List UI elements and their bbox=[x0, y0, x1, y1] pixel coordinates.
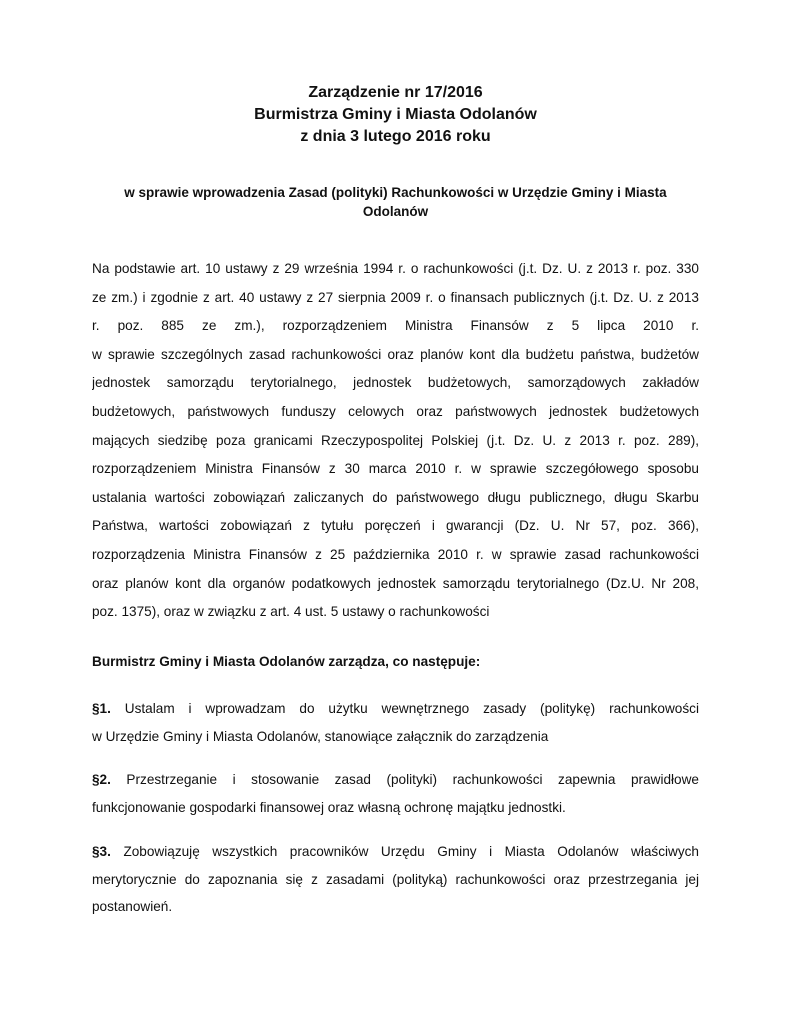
paragraph-line: jednostek samorządu terytorialnego, jednostek budżetowych, samorządowych zakładów bbox=[92, 375, 699, 391]
decree-statement: Burmistrz Gminy i Miasta Odolanów zarządza, co następuje: bbox=[92, 654, 481, 669]
section-text: Przestrzeganie i stosowanie zasad (polityki) rachunkowości zapewnia prawidłowe bbox=[110, 772, 699, 787]
paragraph-line: poz. 1375), oraz w związku z art. 4 ust. 5 ustawy o rachunkowości bbox=[92, 604, 490, 620]
section-line bbox=[92, 766, 699, 794]
paragraph-line: budżetowych, państwowych funduszy celowych oraz państwowych jednostek budżetowych bbox=[92, 403, 699, 419]
title-line: Zarządzenie nr 17/2016 bbox=[308, 84, 483, 101]
paragraph-line: rozporządzenia Ministra Finansów z 25 października 2010 r. w sprawie zasad rachunkowości bbox=[92, 546, 699, 562]
paragraph-line: rozporządzeniem Ministra Finansów z 30 marca 2010 r. w sprawie szczegółowego sposobu bbox=[92, 461, 699, 477]
paragraph-line: ustalania wartości zobowiązań zaliczanych do państwowego długu publicznego, długu Skarbu bbox=[92, 489, 699, 505]
paragraph-line: Państwa, wartości zobowiązań z tytułu poręczeń i gwarancji (Dz. U. Nr 57, poz. 366), bbox=[92, 518, 699, 534]
section-text: Zobowiązuję wszystkich pracowników Urzędu Gminy i Miasta Odolanów właściwych bbox=[110, 844, 699, 859]
section-1 bbox=[92, 695, 699, 750]
legal-basis-paragraph bbox=[92, 255, 699, 627]
section-line: postanowień. bbox=[92, 899, 173, 914]
section-number: §1. bbox=[92, 701, 111, 716]
section-number: §2. bbox=[92, 772, 111, 787]
paragraph-line: mających siedzibę poza granicami Rzeczypospolitej Polskiej (j.t. Dz. U. z 2013 r. poz. 289), bbox=[92, 432, 699, 448]
subject-line: w sprawie wprowadzenia Zasad (polityki) Rachunkowości w Urzędzie Gminy i Miasta bbox=[124, 185, 667, 200]
document-title bbox=[0, 82, 791, 148]
section-line: funkcjonowanie gospodarki finansowej oraz własną ochronę majątku jednostki. bbox=[92, 799, 566, 815]
title-line: z dnia 3 lutego 2016 roku bbox=[300, 128, 491, 145]
section-number: §3. bbox=[92, 844, 111, 859]
paragraph-line: r. poz. 885 ze zm.), rozporządzeniem Ministra Finansów z 5 lipca 2010 r. bbox=[92, 318, 699, 334]
subject-line: Odolanów bbox=[362, 204, 429, 219]
section-line: merytorycznie do zapoznania się z zasadami (polityką) rachunkowości oraz przestrzegania jej bbox=[92, 871, 699, 887]
document-subject bbox=[100, 183, 691, 221]
paragraph-line: Na podstawie art. 10 ustawy z 29 września 1994 r. o rachunkowości (j.t. Dz. U. z 2013 r. poz. 330 bbox=[92, 261, 699, 276]
section-line bbox=[92, 695, 699, 723]
paragraph-line: oraz planów kont dla organów podatkowych jednostek samorządu terytorialnego (Dz.U. Nr 208, bbox=[92, 575, 699, 591]
section-line bbox=[92, 838, 699, 866]
section-2 bbox=[92, 766, 699, 821]
title-line: Burmistrza Gminy i Miasta Odolanów bbox=[254, 106, 537, 123]
paragraph-line: ze zm.) i zgodnie z art. 40 ustawy z 27 sierpnia 2009 r. o finansach publicznych (j.t. Dz. U. z 2013 bbox=[92, 289, 699, 305]
section-line: w Urzędzie Gminy i Miasta Odolanów, stanowiące załącznik do zarządzenia bbox=[92, 728, 549, 744]
section-text: Ustalam i wprowadzam do użytku wewnętrznego zasady (politykę) rachunkowości bbox=[110, 701, 699, 716]
paragraph-line: w sprawie szczególnych zasad rachunkowości oraz planów kont dla budżetu państwa, budżetów bbox=[92, 346, 699, 362]
section-3 bbox=[92, 838, 699, 921]
